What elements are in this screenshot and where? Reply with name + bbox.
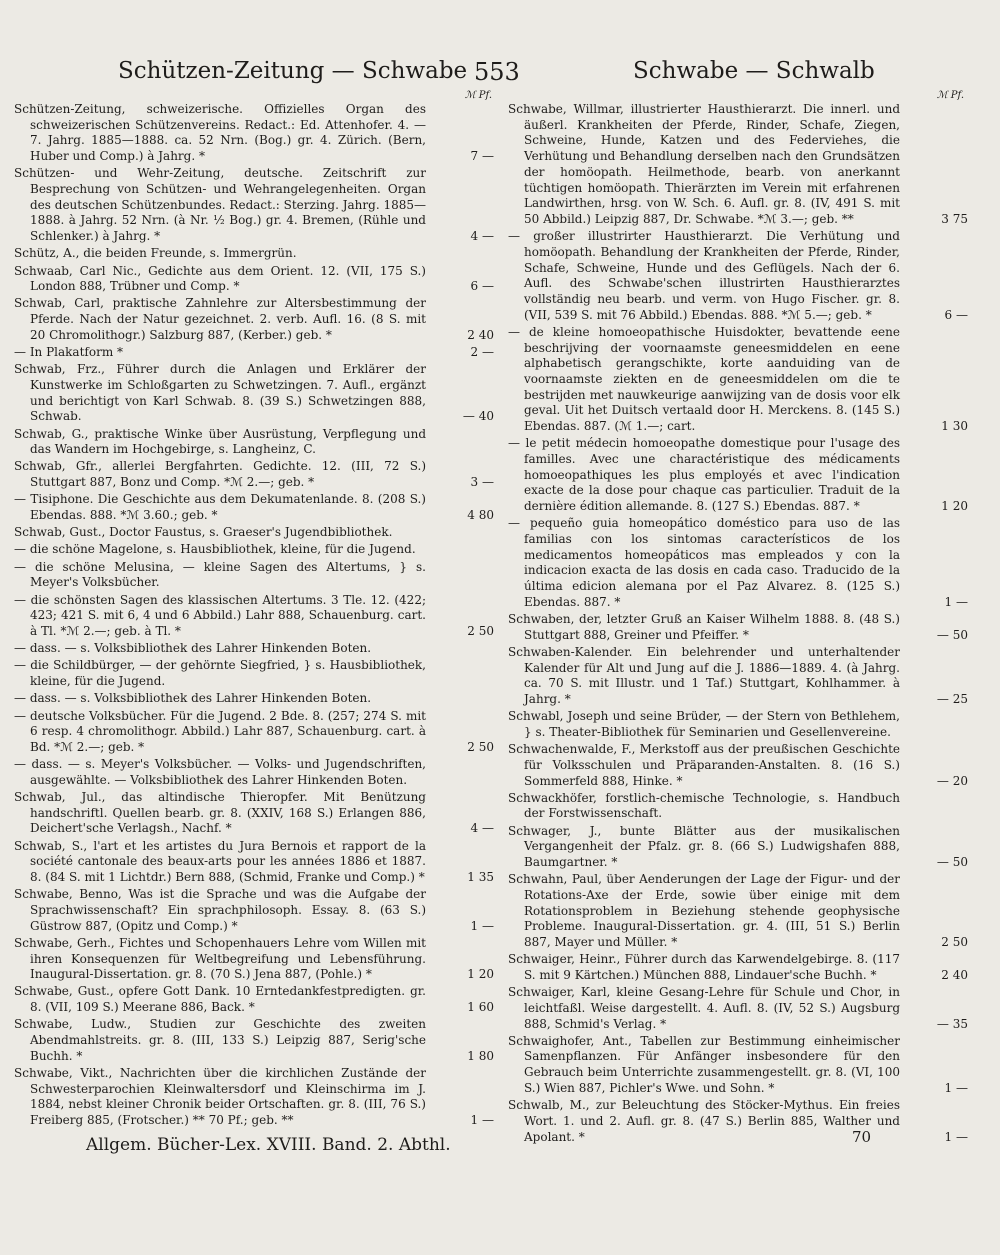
entry-text: Schwab, G., praktische Winke über Ausrüstung, Verpflegung und das Wandern im Hochgebirge, s. Langheinz, C. — [14, 426, 426, 457]
entry-price: 4 80 — [467, 508, 494, 523]
entry-price: 1 60 — [467, 1000, 494, 1015]
footer-note: Allgem. Bücher-Lex. XVIII. Band. 2. Abthl. — [86, 1135, 451, 1155]
catalog-entry — [508, 436, 968, 515]
entry-text: Schwabe, Gerh., Fichtes und Schopenhauers Lehre vom Willen mit ihren Konsequenzen für Weltbegreifung und Lebensführung. Inaugural-Dissertation. gr. 8. (70 S.) Jena 887, (Pohle.) * — [14, 935, 426, 982]
entry-text: — großer illustrirter Hausthierarzt. Die Verhütung und homöopath. Behandlung der Krankheiten der Pferde, Rinder, Schafe, Schweine, Hunde und des Geflügels. Nach der 6. Aufl. des Schwabe'schen illustrirten Hausthierarztes vollständig neu bearb. und verm. von Hugo Fischer. gr. 8. (VII, 539 S. mit 76 Abbild.) Ebendas. 888. *ℳ 5.—; geb. * — [508, 229, 900, 322]
catalog-entry — [508, 742, 968, 789]
page-header — [0, 58, 1000, 92]
entry-price: 1 — — [944, 1129, 968, 1144]
entry-price: — 20 — [936, 773, 968, 788]
entry-text: — deutsche Volksbücher. Für die Jugend. 2 Bde. 8. (257; 274 S. mit 6 resp. 4 chromolithogr. Abbild.) Lahr 887, Schauenburg. cart. à Bd. *ℳ 2.—; geb. * — [14, 708, 426, 754]
catalog-entry — [14, 166, 494, 245]
catalog-entry — [508, 985, 968, 1032]
entry-text: Schwab, Jul., das altindische Thieropfer. Mit Benützung handschriftl. Quellen bearb. gr. 8. (XXIV, 168 S.) Erlangen 886, Deichert'sche Verlagsh., Nachf. * — [14, 790, 426, 836]
entry-price: 6 — — [470, 279, 494, 294]
entry-price: 1 20 — [941, 499, 968, 514]
entry-price: 1 — — [944, 1080, 968, 1095]
catalog-entry — [508, 102, 968, 228]
catalog-entry — [508, 645, 968, 708]
entry-text: — Tisiphone. Die Geschichte aus dem Dekumatenlande. 8. (208 S.) Ebendas. 888. *ℳ 3.60.; geb. * — [14, 492, 426, 523]
entry-price: 2 — — [470, 345, 494, 360]
right-column — [508, 90, 968, 1160]
entry-price: 7 — — [470, 149, 494, 164]
entry-text: Schwaighofer, Ant., Tabellen zur Bestimmung einheimischer Samenpflanzen. Für Anfänger insbesondere für den Gebrauch beim Unterrichte zusammengestellt. gr. 8. (VI, 100 S.) Wien 887, Pichler's Wwe. und Sohn. * — [508, 1033, 900, 1095]
entry-text: Schwabl, Joseph und seine Brüder, — der Stern von Bethlehem, } s. Theater-Bibliothek für Seminarien und Gesellenvereine. — [508, 709, 900, 739]
entry-price: 1 — — [470, 1113, 494, 1128]
entry-price: 2 50 — [467, 624, 494, 638]
entry-text: Schwaben-Kalender. Ein belehrender und unterhaltender Kalender für Alt und Jung auf die J. 1886—1889. 4. (à Jahrg. ca. 70 S. mit Illustr. und 1 Taf.) Stuttgart, Kohlhammer. à Jahrg. * — [508, 644, 900, 707]
catalog-entry — [14, 246, 494, 262]
entry-text: Schwabe, Willmar, illustrierter Hausthierarzt. Die innerl. und äußerl. Krankheiten der Pferde, Rinder, Schafe, Ziegen, Schweine, Hunde, Katzen und des Federviehes, die Verhütung und Behandlung derselben nach den Grundsätzen der homöopath. Heilmethode, bearb. von anerkannt tüchtigen homöopath. Thierärzten im Verein mit erfahrenen Landwirthen, hrsg. von W. Sch. 6. Aufl. gr. 8. (IV, 491 S. mit 50 Abbild.) Leipzig 887, Dr. Schwabe. *ℳ 3.—; geb. ** — [508, 102, 900, 226]
catalog-entry — [14, 936, 494, 983]
currency-header: ℳ Pf. — [936, 90, 964, 101]
page-number: 553 — [474, 58, 520, 86]
catalog-entry — [508, 1098, 968, 1145]
entry-price: 1 — — [944, 594, 968, 609]
entry-price: 1 80 — [467, 1048, 494, 1063]
catalog-entry — [14, 790, 494, 837]
catalog-entry — [14, 102, 494, 165]
catalog-entry — [14, 887, 494, 934]
catalog-entry — [14, 839, 494, 886]
catalog-entry — [14, 525, 494, 541]
catalog-entry — [14, 296, 494, 343]
header-left-title: Schützen-Zeitung — Schwabe — [118, 58, 468, 84]
currency-header: ℳ Pf. — [464, 90, 492, 101]
entry-text: Schwab, Gfr., allerlei Bergfahrten. Gedichte. 12. (III, 72 S.) Stuttgart 887, Bonz und Comp. *ℳ 2.—; geb. * — [14, 459, 426, 490]
entry-text: — dass. — s. Volksbibliothek des Lahrer Hinkenden Boten. — [14, 641, 372, 656]
entry-text: Schwaab, Carl Nic., Gedichte aus dem Orient. 12. (VII, 175 S.) London 888, Trübner und Comp. * — [14, 263, 426, 294]
entry-text: — die schöne Magelone, s. Hausbibliothek, kleine, für die Jugend. — [14, 542, 416, 557]
entry-text: — die schönsten Sagen des klassischen Altertums. 3 Tle. 12. (422; 423; 421 S. mit 6, 4 und 6 Abbild.) Lahr 888, Schauenburg. cart. à Tl. *ℳ 2.—; geb. à Tl. * — [14, 592, 426, 638]
entry-text: Schwab, S., l'art et les artistes du Jura Bernois et rapport de la société cantonale des beaux-arts pour les années 1886 et 1887. 8. (84 S. mit 1 Lichtdr.) Bern 888, (Schmid, Franke und Comp.) * — [14, 838, 426, 885]
entry-price: 6 — — [944, 307, 968, 322]
entry-price: — 50 — [936, 855, 968, 870]
catalog-entry — [14, 691, 494, 707]
catalog-entry — [508, 1034, 968, 1097]
entry-text: Schwabe, Gust., opfere Gott Dank. 10 Erntedankfestpredigten. gr. 8. (VII, 109 S.) Meerane 886, Back. * — [14, 984, 426, 1015]
entry-text: Schwager, J., bunte Blätter aus der musikalischen Vergangenheit der Pfalz. gr. 8. (66 S.) Ludwigshafen 888, Baumgartner. * — [508, 823, 900, 870]
catalog-entry — [508, 516, 968, 610]
catalog-entry — [14, 757, 494, 788]
entry-price: 1 30 — [941, 419, 968, 434]
catalog-entry — [14, 1066, 494, 1129]
entry-price: 4 — — [470, 821, 494, 836]
entry-text: — pequeño guia homeopático doméstico para uso de las familias con los sintomas característicos de los medicamentos homeopáticos mas empleados y con la indicacion exacta de las dosis en cada caso. Traducido de la última edicion alemana por el Paz Alvarez. 8. (125 S.) Ebendas. 887. * — [508, 516, 900, 609]
catalog-entry — [14, 984, 494, 1015]
entry-text: — le petit médecin homoeopathe domestique pour l'usage des familles. Avec une charactéristique des médicaments homoeopathiques les plus employés et avec l'indication exacte de la dose pour chaque cas particulier. Traduit de la dernière édition allemande. 8. (127 S.) Ebendas. 887. * — [508, 436, 900, 514]
entry-text: Schütz, A., die beiden Freunde, s. Immergrün. — [14, 246, 297, 261]
entry-price: — 35 — [936, 1016, 968, 1031]
entry-price: — 40 — [462, 409, 494, 424]
catalog-entry — [508, 791, 968, 822]
entry-text: Schwabe, Benno, Was ist die Sprache und was die Aufgabe der Sprachwissenschaft? Ein sprachphilosoph. Essay. 8. (63 S.) Güstrow 887, (Opitz und Comp.) * — [14, 887, 426, 933]
catalog-entry — [14, 560, 494, 591]
entry-price: 1 20 — [467, 967, 494, 982]
entry-text: — die schöne Melusina, — kleine Sagen des Altertums, } s. Meyer's Volksbücher. — [14, 559, 426, 590]
entry-text: — de kleine homoeopathische Huisdokter, bevattende eene beschrijving der voornaamste geneesmiddelen en eene alphabetisch gerangschikte, korte aanduiding van de voornaamste ziekten en de geneesmiddelen om die te bestrijden met nauwkeurige aanwijzing van de dosis voor elk geval. Uit het Duitsch vertaald door H. Merckens. 8. (145 S.) Ebendas. 887. (ℳ 1.—; cart. — [508, 324, 900, 434]
catalog-entry — [14, 492, 494, 523]
left-entry-list — [14, 102, 494, 1129]
catalog-entry — [14, 542, 494, 558]
entry-price: 1 — — [470, 918, 494, 933]
catalog-entry — [508, 872, 968, 951]
entry-text: Schwab, Gust., Doctor Faustus, s. Graeser's Jugendbibliothek. — [14, 525, 393, 540]
catalog-entry — [508, 229, 968, 323]
catalog-entry — [14, 1017, 494, 1064]
catalog-entry — [508, 325, 968, 435]
entry-text: — die Schildbürger, — der gehörnte Siegfried, } s. Hausbibliothek, kleine, für die Jugend. — [14, 658, 426, 689]
entry-price: 2 50 — [467, 739, 494, 754]
entry-price: — 25 — [936, 692, 968, 707]
signature-mark: 70 — [852, 1128, 872, 1146]
entry-text: Schützen- und Wehr-Zeitung, deutsche. Zeitschrift zur Besprechung von Schützen- und Wehrangelegenheiten. Organ des deutschen Schützenbundes. Redact.: Sterzing. Jahrg. 1885—1888. à Jahrg. 52 Nrn. (à Nr. ½ Bog.) gr. 4. Bremen, (Rühle und Schlenker.) à Jahrg. * — [14, 166, 426, 244]
entry-text: Schwab, Carl, praktische Zahnlehre zur Altersbestimmung der Pferde. Nach der Natur gezeichnet. 2. verb. Aufl. 16. (8 S. mit 20 Chromolithogr.) Salzburg 887, (Kerber.) geb. * — [14, 296, 426, 342]
right-entry-list — [508, 102, 968, 1145]
catalog-entry — [14, 264, 494, 295]
entry-text: Schützen-Zeitung, schweizerische. Offizielles Organ des schweizerischen Schützenvereins. Redact.: Ed. Attenhofer. 4. — 7. Jahrg. 1885—1888. ca. 52 Nrn. (Bog.) gr. 4. Zürich. (Bern, Huber und Comp.) à Jahrg. * — [14, 102, 426, 164]
entry-price: 4 — — [470, 229, 494, 244]
entry-text: — dass. — s. Volksbibliothek des Lahrer Hinkenden Boten. — [14, 691, 372, 706]
entry-text: Schwahn, Paul, über Aenderungen der Lage der Figur- und der Rotations-Axe der Erde, sowie über einige mit dem Rotationsproblem in Beziehung stehende geophysische Probleme. Inaugural-Dissertation. gr. 4. (III, 51 S.) Berlin 887, Mayer und Müller. * — [508, 872, 900, 950]
entry-price: — 50 — [936, 627, 968, 642]
entry-text: Schwaiger, Karl, kleine Gesang-Lehre für Schule und Chor, in leichtfaßl. Weise dargestellt. 4. Aufl. 8. (IV, 52 S.) Augsburg 888, Schmid's Verlag. * — [508, 985, 900, 1031]
catalog-entry — [508, 952, 968, 983]
catalog-entry — [14, 459, 494, 490]
entry-text: Schwab, Frz., Führer durch die Anlagen und Erklärer der Kunstwerke im Schloßgarten zu Schwetzingen. 7. Aufl., ergänzt und berichtigt von Karl Schwab. 8. (39 S.) Schwetzingen 888, Schwab. — [14, 362, 426, 424]
entry-price: 1 35 — [467, 870, 494, 885]
entry-text: Schwalb, M., zur Beleuchtung des Stöcker-Mythus. Ein freies Wort. 1. und 2. Aufl. gr. 8. (47 S.) Berlin 885, Walther und Apolant. * — [508, 1098, 900, 1144]
entry-text: Schwabe, Ludw., Studien zur Geschichte des zweiten Abendmahlstreits. gr. 8. (III, 133 S.) Leipzig 887, Serig'sche Buchh. * — [14, 1017, 426, 1063]
entry-price: 2 40 — [467, 327, 494, 342]
entry-text: — In Plakatform * — [14, 345, 124, 360]
catalog-entry — [14, 709, 494, 756]
catalog-entry — [14, 593, 494, 640]
catalog-entry — [14, 345, 494, 361]
entry-text: Schwachenwalde, F., Merkstoff aus der preußischen Geschichte für Volksschulen und Präparanden-Anstalten. 8. (16 S.) Sommerfeld 888, Hinke. * — [508, 742, 900, 788]
header-right-title: Schwabe — Schwalb — [633, 58, 875, 84]
entry-text: Schwaben, der, letzter Gruß an Kaiser Wilhelm 1888. 8. (48 S.) Stuttgart 888, Greiner und Pfeiffer. * — [508, 612, 900, 642]
catalog-entry — [508, 709, 968, 740]
catalog-entry — [508, 824, 968, 871]
catalog-entry — [14, 362, 494, 425]
left-column — [14, 90, 494, 1160]
entry-text: Schwabe, Vikt., Nachrichten über die kirchlichen Zustände der Schwesterparochien Kleinwaltersdorf und Kleinschirma im J. 1884, nebst kleiner Chronik beider Ortschaften. gr. 8. (III, 76 S.) Freiberg 885, (Frotscher.) ** 70 Pf.; geb. ** — [14, 1065, 426, 1128]
catalog-entry — [14, 641, 494, 657]
entry-text: Schwackhöfer, forstlich-chemische Technologie, s. Handbuch der Forstwissenschaft. — [508, 790, 900, 821]
entry-text: — dass. — s. Meyer's Volksbücher. — Volks- und Jugendschriften, ausgewählte. — Volksbibliothek des Lahrer Hinkenden Boten. — [14, 757, 426, 787]
entry-price: 2 40 — [941, 967, 968, 982]
catalog-entry — [14, 427, 494, 458]
catalog-entry — [508, 612, 968, 643]
entry-price: 3 — — [470, 475, 494, 490]
entry-price: 3 75 — [941, 211, 968, 226]
entry-price: 2 50 — [941, 935, 968, 950]
entry-text: Schwaiger, Heinr., Führer durch das Karwendelgebirge. 8. (117 S. mit 9 Kärtchen.) München 888, Lindauer'sche Buchh. * — [508, 952, 900, 982]
catalog-entry — [14, 658, 494, 689]
